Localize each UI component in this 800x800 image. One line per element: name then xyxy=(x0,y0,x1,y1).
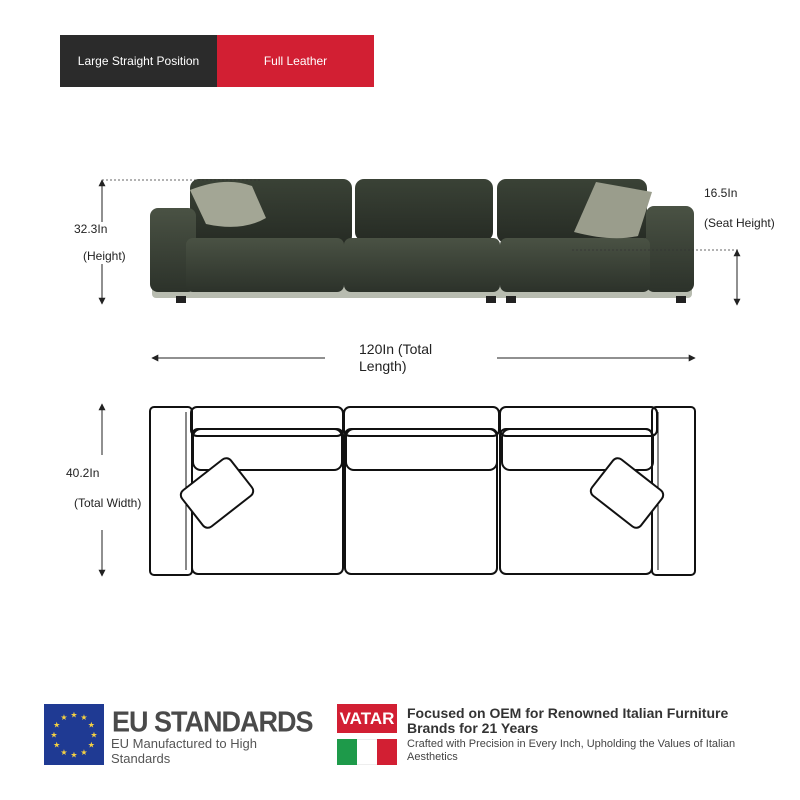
seat-cushion xyxy=(186,238,344,292)
star-icon: ★ xyxy=(50,730,58,740)
star-icon: ★ xyxy=(87,720,95,730)
sofa-foot xyxy=(176,296,186,303)
sofa-foot xyxy=(676,296,686,303)
star-icon: ★ xyxy=(90,730,98,740)
sofa-top-view xyxy=(150,407,695,575)
eu-star-circle xyxy=(44,704,104,765)
star-icon: ★ xyxy=(80,747,88,757)
tab-label: Full Leather xyxy=(263,54,328,68)
seat-cushion xyxy=(344,238,500,292)
tab-label: Large Straight Position xyxy=(77,54,200,68)
star-icon: ★ xyxy=(80,713,88,723)
sofa-foot xyxy=(486,296,496,303)
back-cushion xyxy=(355,179,493,241)
sofa-photo xyxy=(150,179,694,303)
seat-height-value: 16.5In xyxy=(704,186,738,200)
star-icon: ★ xyxy=(53,740,61,750)
eu-standards-title: EU STANDARDS xyxy=(112,706,313,738)
eu-flag-icon xyxy=(44,704,104,765)
height-value: 32.3In xyxy=(74,222,108,236)
seat-cushion xyxy=(500,238,650,292)
seat-height-label: (Seat Height) xyxy=(704,216,775,230)
brand-subtitle: Crafted with Precision in Every Inch, Upholding the Values of Italian Aesthetics xyxy=(407,738,736,763)
italy-flag-icon xyxy=(337,739,397,765)
star-icon: ★ xyxy=(70,710,78,720)
brand-title: Focused on OEM for Renowned Italian Furniture Brands for 21 Years xyxy=(407,705,729,736)
right-armrest xyxy=(646,206,694,292)
sofa-foot xyxy=(506,296,516,303)
width-label: (Total Width) xyxy=(74,496,142,510)
star-icon: ★ xyxy=(53,720,61,730)
star-icon: ★ xyxy=(87,740,95,750)
length-label: Length) xyxy=(359,358,407,374)
vatar-logo xyxy=(337,704,397,733)
star-icon: ★ xyxy=(70,750,78,760)
length-value: 120In (Total xyxy=(359,341,433,357)
height-label: (Height) xyxy=(83,249,126,263)
star-icon: ★ xyxy=(60,713,68,723)
width-value: 40.2In xyxy=(66,466,100,480)
eu-standards-subtitle: EU Manufactured to High Standards xyxy=(111,736,257,766)
star-icon: ★ xyxy=(60,747,68,757)
vatar-logo-text: VATAR xyxy=(339,708,395,728)
